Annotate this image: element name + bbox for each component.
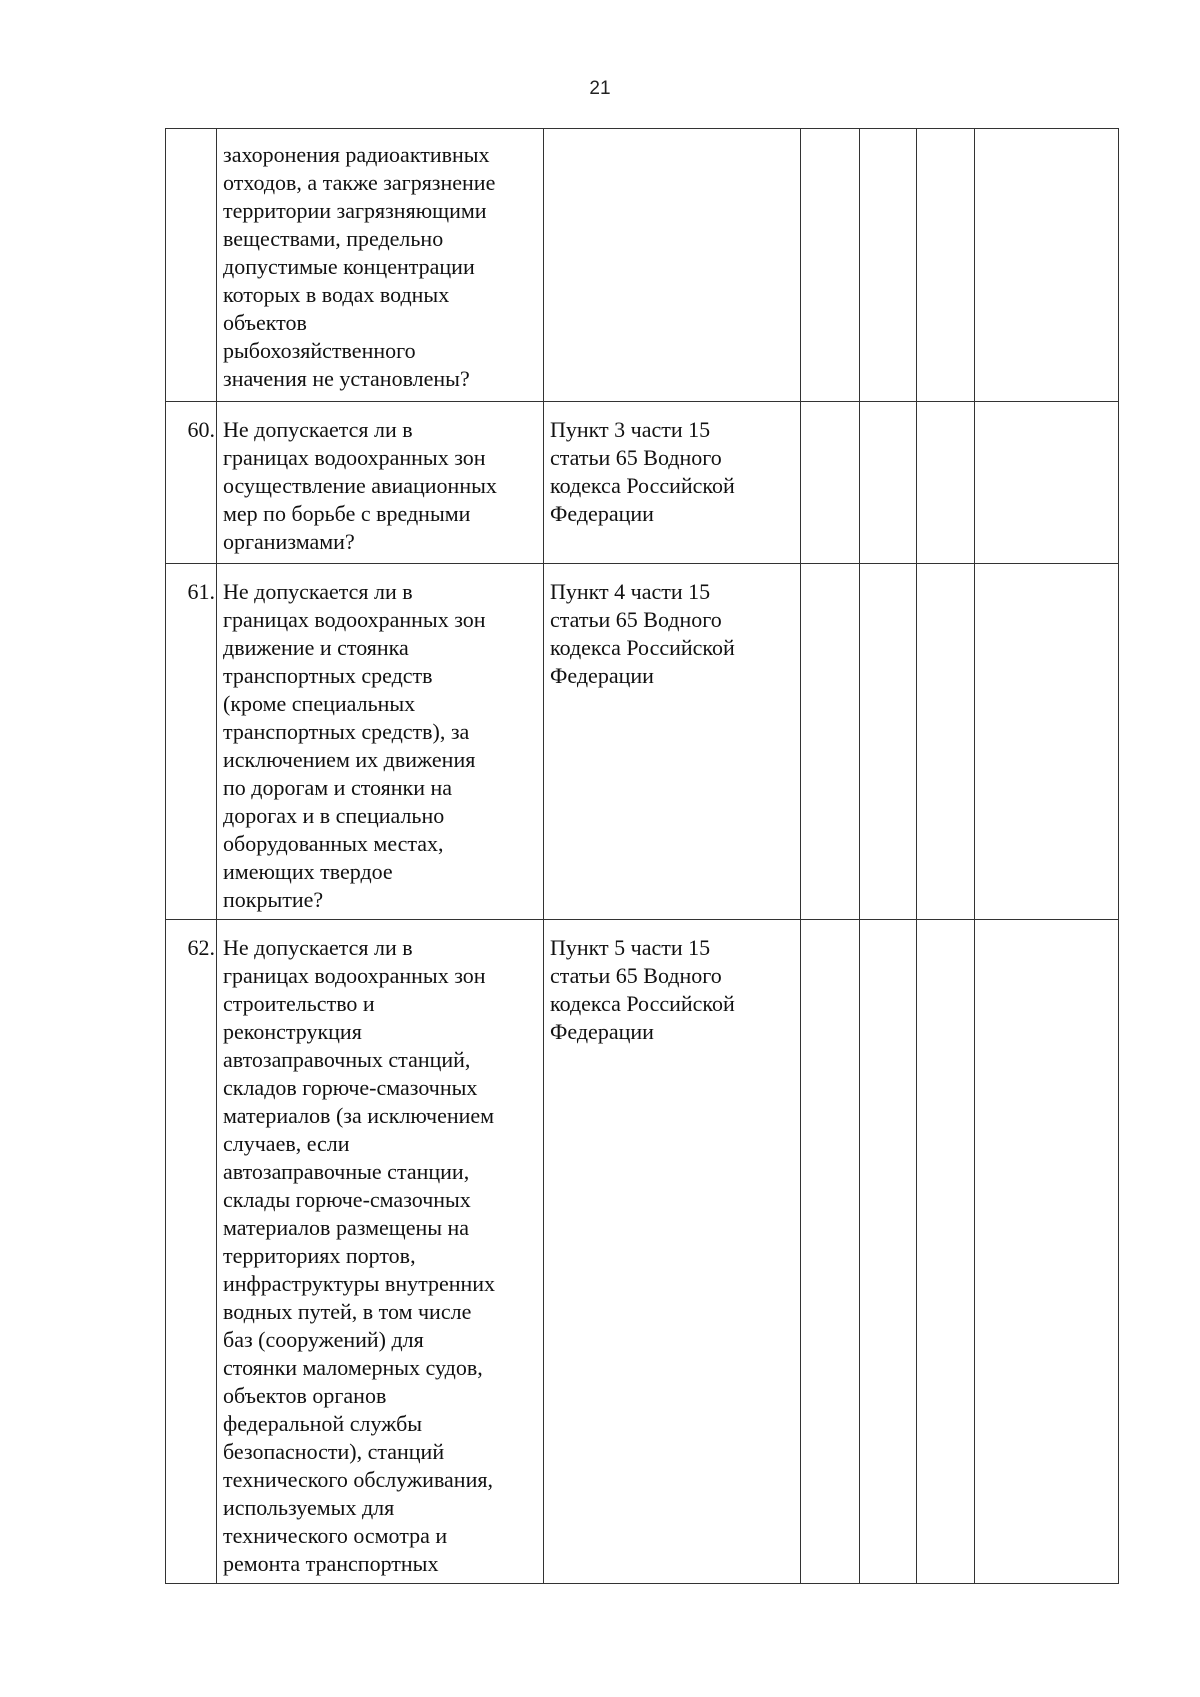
row-number: 60.	[166, 402, 217, 564]
table-row	[166, 402, 1119, 564]
answer-no-cell	[860, 402, 917, 564]
table-row	[166, 129, 1119, 402]
notes-cell	[975, 129, 1119, 402]
answer-no-cell	[860, 129, 917, 402]
answer-na-cell	[917, 402, 975, 564]
answer-na-cell	[917, 920, 975, 1584]
answer-na-cell	[917, 129, 975, 402]
answer-yes-cell	[801, 920, 860, 1584]
checklist-table-container	[165, 128, 1090, 1584]
question-cell: Не допускается ли в границах водоохранных зон движение и стоянка транспортных средств (кроме специальных транспортных средств), за исключением их движения по дорогам и стоянки на дорогах и в специально оборудованных местах, имеющих твердое покрытие?	[217, 564, 544, 920]
answer-yes-cell	[801, 564, 860, 920]
reference-cell: Пункт 5 части 15 статьи 65 Водного кодекса Российской Федерации	[544, 920, 801, 1584]
checklist-table	[165, 128, 1119, 1584]
answer-yes-cell	[801, 402, 860, 564]
answer-yes-cell	[801, 129, 860, 402]
table-row	[166, 564, 1119, 920]
reference-cell: Пункт 4 части 15 статьи 65 Водного кодекса Российской Федерации	[544, 564, 801, 920]
row-number	[166, 129, 217, 402]
page-number: 21	[589, 78, 611, 99]
question-cell: Не допускается ли в границах водоохранных зон осуществление авиационных мер по борьбе с вредными организмами?	[217, 402, 544, 564]
question-cell: Не допускается ли в границах водоохранных зон строительство и реконструкция автозаправочных станций, складов горюче-смазочных материалов (за исключением случаев, если автозаправочные станции, склады горюче-смазочных материалов размещены на территориях портов, инфраструктуры внутренних водных путей, в том числе баз (сооружений) для стоянки маломерных судов, объектов органов федеральной службы безопасности), станций технического обслуживания, используемых для технического осмотра и ремонта транспортных	[217, 920, 544, 1584]
answer-na-cell	[917, 564, 975, 920]
row-number: 61.	[166, 564, 217, 920]
answer-no-cell	[860, 920, 917, 1584]
reference-cell	[544, 129, 801, 402]
notes-cell	[975, 564, 1119, 920]
row-number: 62.	[166, 920, 217, 1584]
answer-no-cell	[860, 564, 917, 920]
reference-cell: Пункт 3 части 15 статьи 65 Водного кодекса Российской Федерации	[544, 402, 801, 564]
notes-cell	[975, 402, 1119, 564]
question-cell: захоронения радиоактивных отходов, а также загрязнение территории загрязняющими веществами, предельно допустимые концентрации которых в водах водных объектов рыбохозяйственного значения не установлены?	[217, 129, 544, 402]
table-row	[166, 920, 1119, 1584]
notes-cell	[975, 920, 1119, 1584]
